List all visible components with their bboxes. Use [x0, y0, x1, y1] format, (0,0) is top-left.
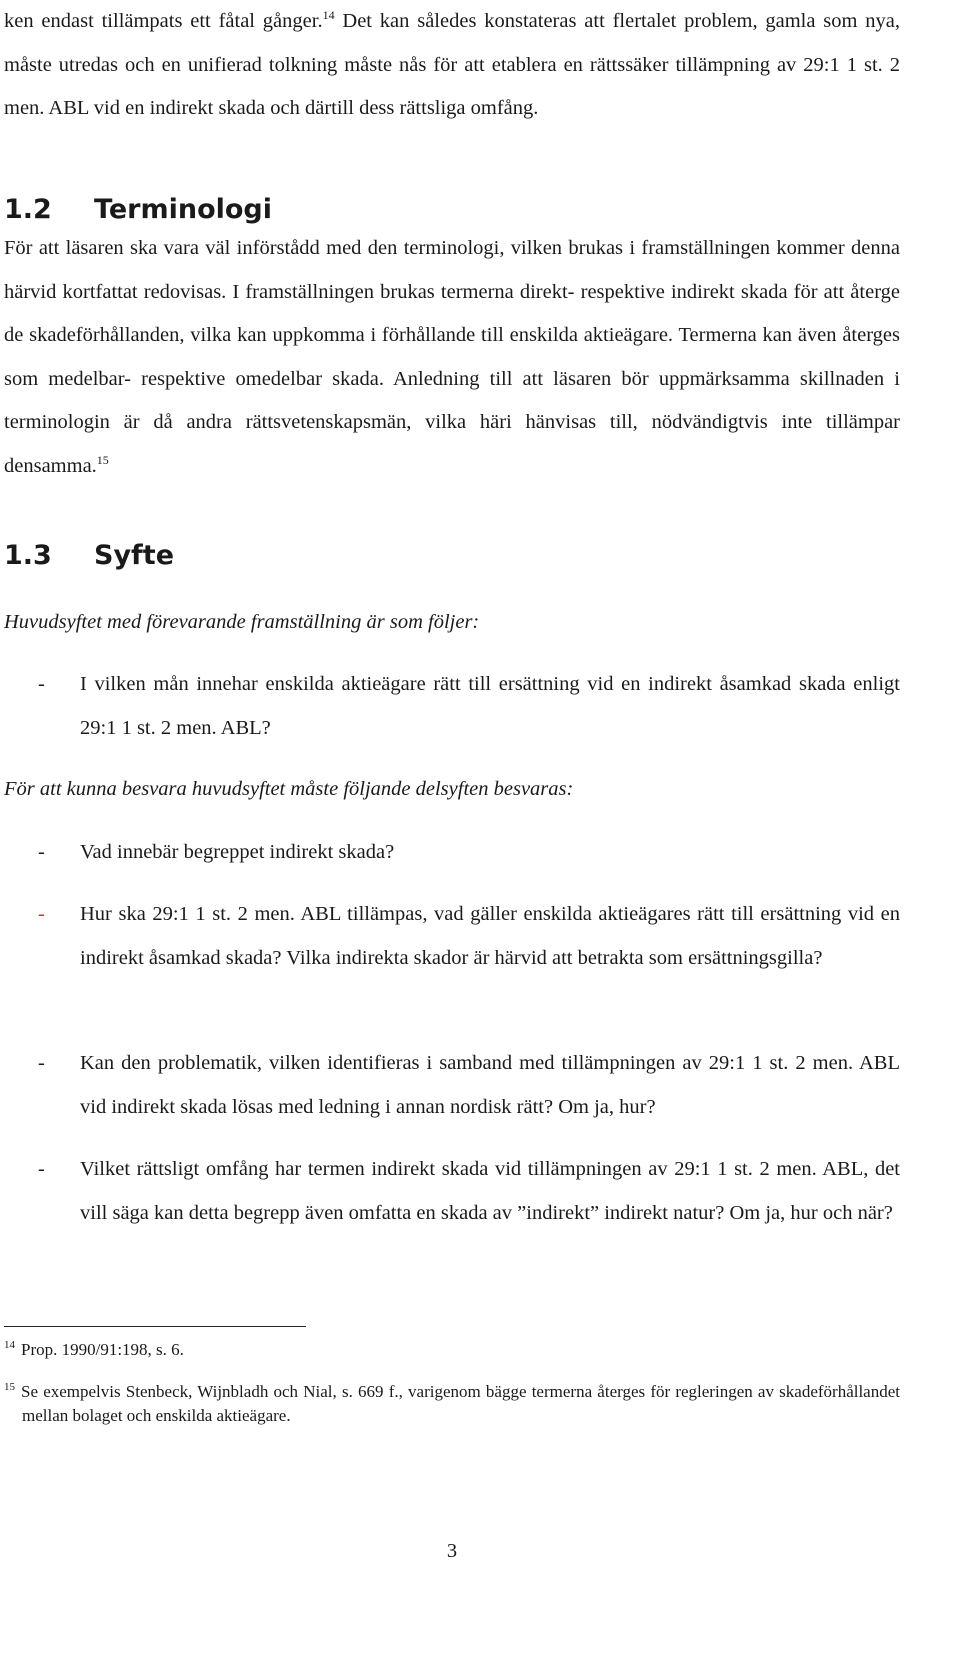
- bullet-dash: -: [38, 841, 45, 863]
- sub-purpose-intro: För att kunna besvara huvudsyftet måste följande delsyften besvaras:: [4, 778, 574, 800]
- section-title: Syfte: [94, 540, 175, 571]
- footnote-ref-15[interactable]: 15: [96, 452, 109, 467]
- footnote-15: [4, 1380, 900, 1428]
- page-number: 3: [446, 1540, 458, 1562]
- footnote-text: Se exempelvis Stenbeck, Wijnbladh och Nial, s. 669 f., varigenom bägge termerna återges för regleringen av skadeförhållandet mellan bolaget och enskilda aktieägare.: [21, 1382, 900, 1425]
- section-number: 1.2: [4, 194, 52, 225]
- intro-text-a: ken endast tillämpats ett fåtal gånger.: [4, 10, 323, 32]
- footnote-ref-14[interactable]: 14: [322, 8, 335, 23]
- footnote-number: 15: [4, 1381, 15, 1394]
- list-item: [4, 1148, 900, 1235]
- bullet-dash: -: [38, 903, 45, 925]
- bullet-dash: -: [38, 673, 45, 695]
- sub-purpose-text: Kan den problematik, vilken identifieras i samband med tillämpningen av 29:1 1 st. 2 men. ABL vid indirekt skada lösas med ledning i annan nordisk rätt? Om ja, hur?: [80, 1052, 900, 1118]
- main-purpose-text: I vilken mån innehar enskilda aktieägare rätt till ersättning vid en indirekt åsamkad skada enligt 29:1 1 st. 2 men. ABL?: [80, 673, 900, 739]
- footnote-separator: [4, 1326, 306, 1327]
- footnote-text: Prop. 1990/91:198, s. 6.: [21, 1340, 184, 1359]
- terminology-text: För att läsaren ska vara väl införstådd med den terminologi, vilken brukas i framställningen kommer denna härvid kortfattat redovisas. I framställningen brukas termerna direkt- respektive indirekt skada för att återge de skadeförhållanden, vilka kan uppkomma i förhållande till enskilda aktieägare. Termerna kan även återges som medelbar- respektive omedelbar skada. Anledning till att läsaren bör uppmärksamma skillnaden i terminologin är då andra rättsvetenskapsmän, vilka häri hänvisas till, nödvändigtvis inte tillämpar densamma.: [4, 237, 900, 477]
- list-item: [4, 1042, 900, 1129]
- footnote-number: 14: [4, 1339, 15, 1352]
- list-item: [4, 893, 900, 980]
- intro-paragraph: [4, 0, 900, 131]
- section-heading-terminologi: [4, 192, 272, 228]
- sub-purpose-text: Vad innebär begreppet indirekt skada?: [80, 841, 395, 863]
- main-purpose-intro: Huvudsyftet med förevarande framställning är som följer:: [4, 611, 480, 633]
- terminology-paragraph: [4, 227, 900, 488]
- section-heading-syfte: [4, 538, 174, 574]
- section-title: Terminologi: [94, 194, 273, 225]
- sub-purpose-text: Hur ska 29:1 1 st. 2 men. ABL tillämpas, vad gäller enskilda aktieägares rätt till ersättning vid en indirekt åsamkad skada? Vilka indirekta skador är härvid att betrakta som ersättningsgilla?: [80, 903, 900, 969]
- section-number: 1.3: [4, 540, 52, 571]
- bullet-dash: -: [38, 1052, 45, 1074]
- footnote-14: [4, 1338, 900, 1362]
- bullet-dash: -: [38, 1158, 45, 1180]
- intro-text-b: Det kan således konstateras att flertalet problem, gamla som nya, måste utredas och en unifierad tolkning måste nås för att etablera en rättssäker tillämpning av 29:1 1 st. 2 men. ABL vid en indirekt skada och därtill dess rättsliga omfång.: [4, 10, 900, 119]
- list-item: [4, 831, 900, 875]
- sub-purpose-text: Vilket rättsligt omfång har termen indirekt skada vid tillämpningen av 29:1 1 st. 2 men. ABL, det vill säga kan detta begrepp även omfatta en skada av ”indirekt” indirekt natur? Om ja, hur och när?: [80, 1158, 900, 1224]
- list-item: [4, 663, 900, 750]
